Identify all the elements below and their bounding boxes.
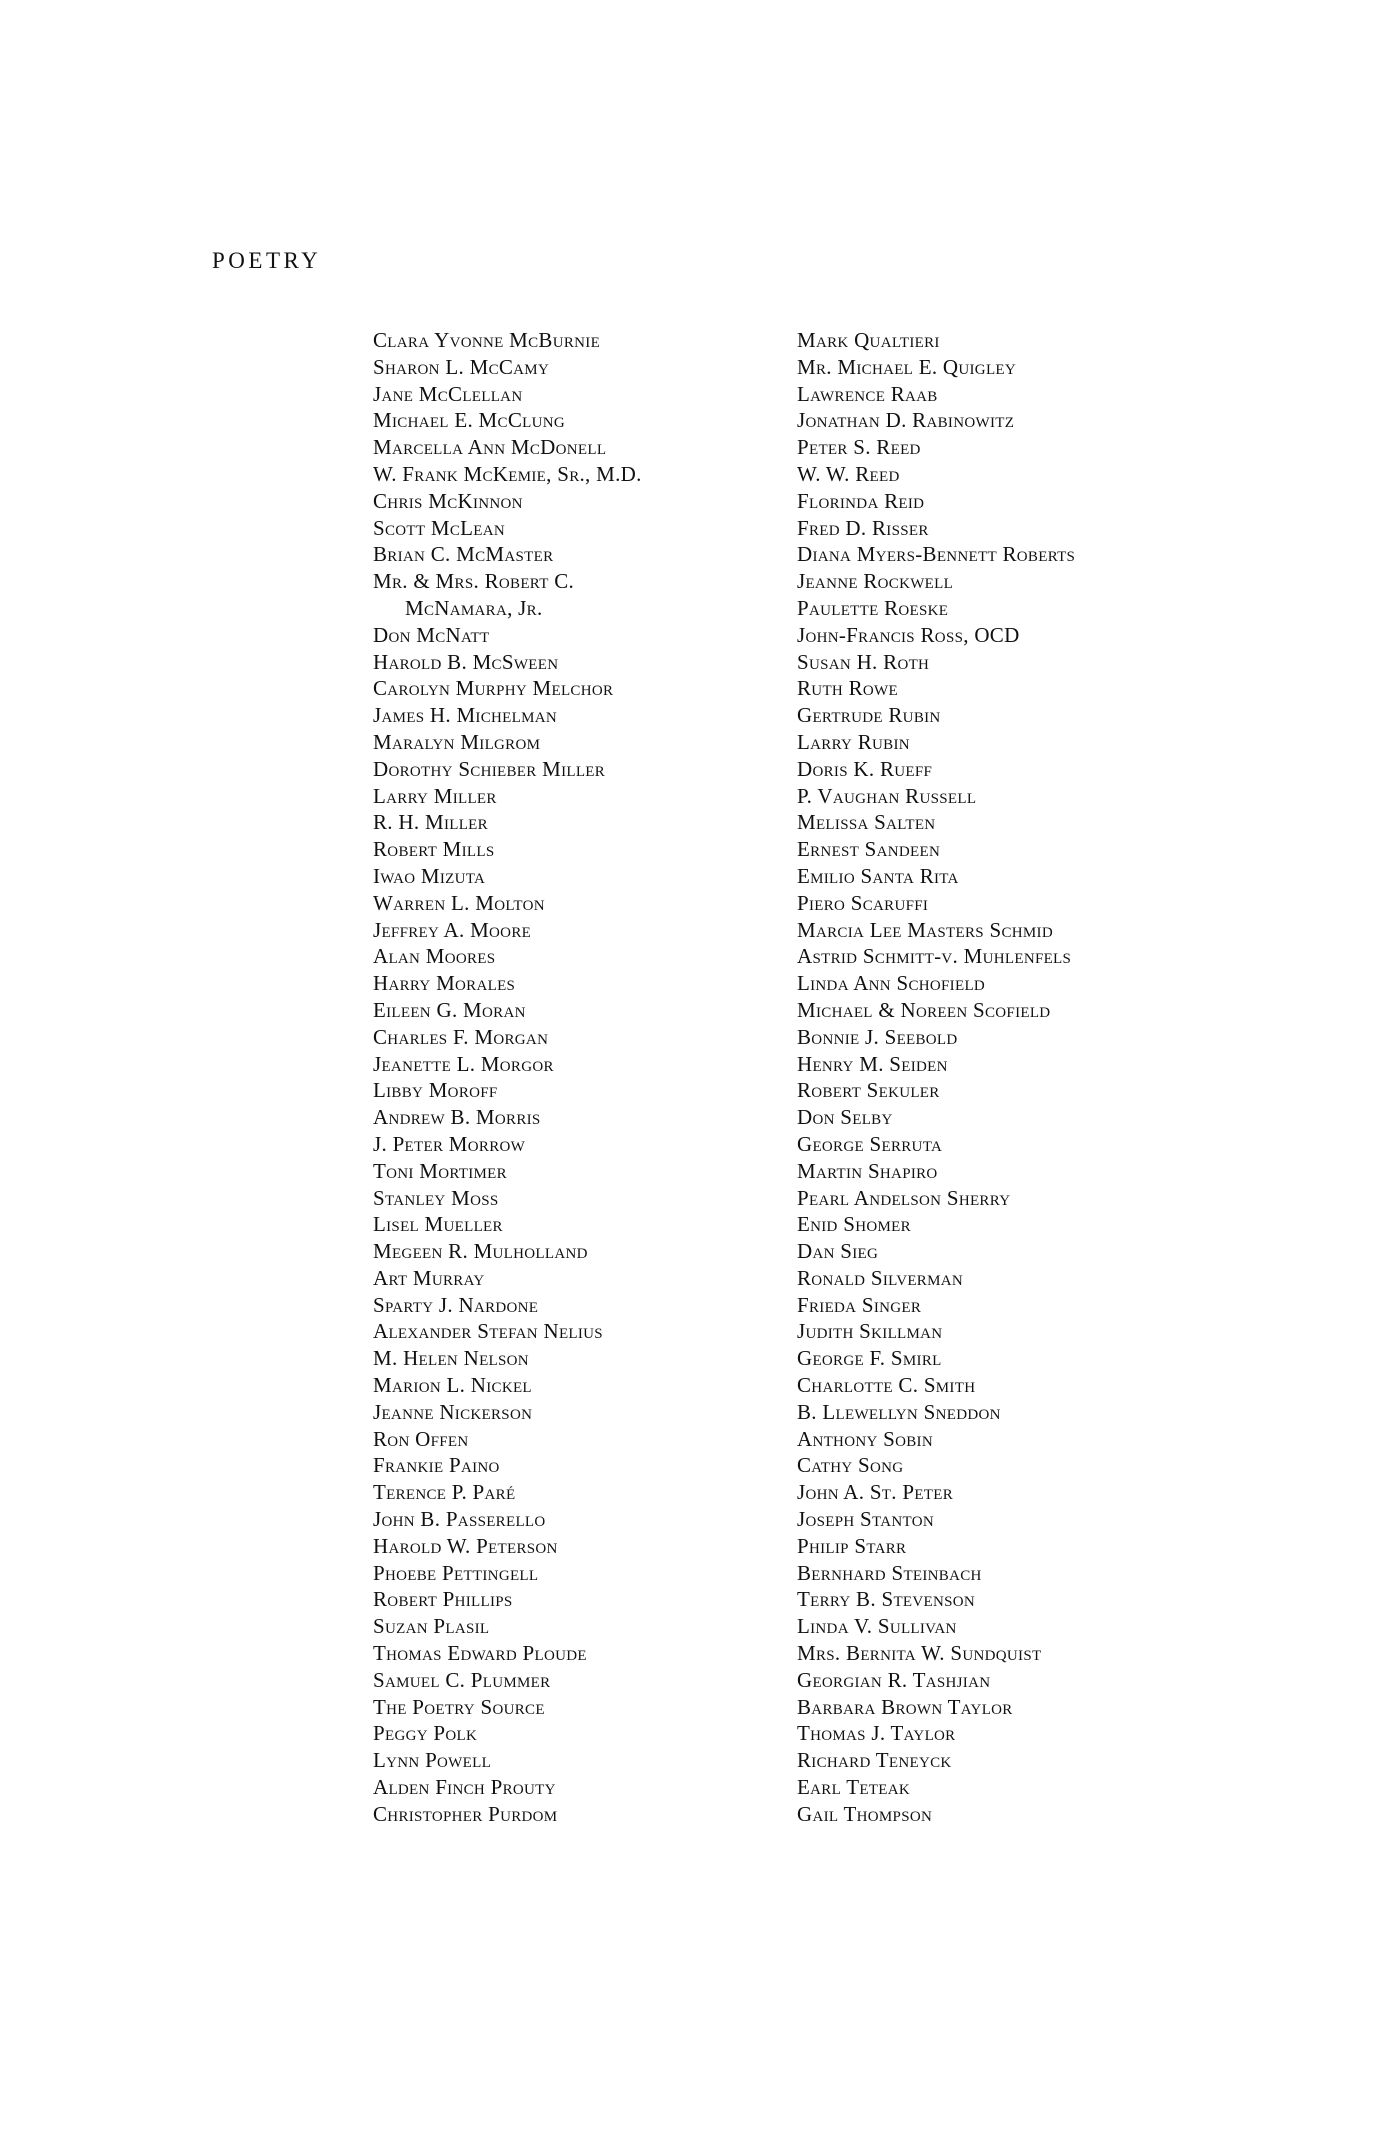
donor-name: Christopher Purdom	[373, 1801, 558, 1826]
donor-name: Florinda Reid	[797, 488, 925, 513]
donor-name: Anthony Sobin	[797, 1426, 933, 1451]
donor-name: Bernhard Steinbach	[797, 1560, 982, 1585]
donor-name: Gertrude Rubin	[797, 703, 941, 728]
donor-name: Chris McKinnon	[373, 488, 523, 513]
donor-name: Bonnie J. Seebold	[797, 1024, 958, 1049]
donor-name: Cathy Song	[797, 1453, 904, 1478]
donor-name: Frieda Singer	[797, 1292, 922, 1317]
donor-name: Paulette Roeske	[797, 595, 949, 620]
donor-name: Sparty J. Nardone	[373, 1292, 539, 1317]
donor-name: John-Francis Ross, OCD	[797, 622, 1020, 647]
donor-name: Ron Offen	[373, 1426, 469, 1451]
donor-name: Robert Phillips	[373, 1587, 513, 1612]
donor-name: John A. St. Peter	[797, 1480, 954, 1505]
donor-name: Jeanne Rockwell	[797, 569, 954, 594]
donor-name: B. Llewellyn Sneddon	[797, 1399, 1001, 1424]
donor-name: R. H. Miller	[373, 810, 488, 835]
donor-name: Mark Qualtieri	[797, 328, 940, 352]
donor-name: The Poetry Source	[373, 1694, 545, 1719]
donor-name: Jeanette L. Morgor	[373, 1051, 554, 1076]
donor-name: Toni Mortimer	[373, 1158, 507, 1183]
donor-name: W. Frank McKemie, Sr., M.D.	[373, 461, 642, 486]
donor-name: George Serruta	[797, 1131, 943, 1156]
donor-name: Robert Mills	[373, 837, 495, 862]
donor-name: Gail Thompson	[797, 1801, 933, 1826]
donor-name: Melissa Salten	[797, 810, 936, 835]
donor-name: Henry M. Seiden	[797, 1051, 948, 1076]
donor-name: Alexander Stefan Nelius	[373, 1319, 603, 1344]
donor-name: P. Vaughan Russell	[797, 783, 977, 808]
donor-name: Warren L. Molton	[373, 890, 545, 915]
donor-name: Andrew B. Morris	[373, 1105, 541, 1130]
donor-name: Iwao Mizuta	[373, 863, 486, 888]
donor-name: Phoebe Pettingell	[373, 1560, 539, 1585]
donor-name: Don McNatt	[373, 622, 490, 647]
donor-name: Ruth Rowe	[797, 676, 898, 701]
donor-name: Maralyn Milgrom	[373, 729, 541, 754]
donor-name: Samuel C. Plummer	[373, 1667, 551, 1692]
donor-name: Alden Finch Prouty	[373, 1775, 556, 1800]
donor-name: Stanley Moss	[373, 1185, 499, 1210]
donor-name: Charles F. Morgan	[373, 1024, 549, 1049]
donor-name: Terry B. Stevenson	[797, 1587, 976, 1612]
donor-name: Marcella Ann McDonell	[373, 435, 607, 460]
donor-name: Emilio Santa Rita	[797, 863, 959, 888]
donor-name: John B. Passerello	[373, 1507, 546, 1532]
donor-name: James H. Michelman	[373, 703, 557, 728]
donor-name: Terence P. Paré	[373, 1480, 516, 1505]
donor-name: Earl Teteak	[797, 1775, 910, 1800]
donor-name: Lisel Mueller	[373, 1212, 503, 1237]
donor-name: Libby Moroff	[373, 1078, 498, 1103]
donor-name: Sharon L. McCamy	[373, 354, 550, 379]
donor-name: Susan H. Roth	[797, 649, 930, 674]
donor-name: Peter S. Reed	[797, 435, 921, 460]
donor-column-left	[373, 327, 773, 1828]
donor-name: Mrs. Bernita W. Sundquist	[797, 1641, 1042, 1666]
donor-name: Alan Moores	[373, 944, 496, 969]
donor-name: Michael E. McClung	[373, 408, 565, 433]
donor-name: Thomas Edward Ploude	[373, 1641, 587, 1666]
donor-name: Clara Yvonne McBurnie	[373, 328, 601, 352]
donor-name: Philip Starr	[797, 1533, 907, 1558]
donor-name: Piero Scaruffi	[797, 890, 929, 915]
donor-name: Charlotte C. Smith	[797, 1373, 976, 1398]
donor-name: Pearl Andelson Sherry	[797, 1185, 1011, 1210]
donor-name: Judith Skillman	[797, 1319, 943, 1344]
running-head: POETRY	[212, 248, 322, 273]
donor-name: Barbara Brown Taylor	[797, 1694, 1013, 1719]
donor-name: Martin Shapiro	[797, 1158, 938, 1183]
donor-name: Suzan Plasil	[373, 1614, 490, 1639]
donor-name: Robert Sekuler	[797, 1078, 940, 1103]
donor-name: Jane McClellan	[373, 381, 523, 406]
donor-name: Dan Sieg	[797, 1239, 879, 1264]
donor-name: Dorothy Schieber Miller	[373, 756, 606, 781]
donor-name: George F. Smirl	[797, 1346, 942, 1371]
donor-name: Joseph Stanton	[797, 1507, 934, 1532]
donor-name: Brian C. McMaster	[373, 542, 554, 567]
donor-name: Lynn Powell	[373, 1748, 492, 1773]
donor-name: Lawrence Raab	[797, 381, 938, 406]
donor-name: Jeffrey A. Moore	[373, 917, 532, 942]
donor-name: Peggy Polk	[373, 1721, 478, 1746]
donor-name: Astrid Schmitt-v. Muhlenfels	[797, 944, 1072, 969]
donor-name: Don Selby	[797, 1105, 893, 1130]
donor-name: Georgian R. Tashjian	[797, 1667, 991, 1692]
donor-name: Megeen R. Mulholland	[373, 1239, 588, 1264]
donor-name: M. Helen Nelson	[373, 1346, 529, 1371]
donor-name: Fred D. Risser	[797, 515, 929, 540]
donor-name: Carolyn Murphy Melchor	[373, 676, 614, 701]
donor-name: Mr. & Mrs. Robert C.	[373, 569, 575, 594]
donor-name: Mr. Michael E. Quigley	[797, 354, 1017, 379]
donor-name: Larry Rubin	[797, 729, 910, 754]
donor-name: Harry Morales	[373, 971, 516, 996]
donor-name: Ernest Sandeen	[797, 837, 941, 862]
donor-name: Richard Teneyck	[797, 1748, 952, 1773]
donor-name: Ronald Silverman	[797, 1265, 964, 1290]
donor-name: Harold B. McSween	[373, 649, 559, 674]
donor-name: Marion L. Nickel	[373, 1373, 532, 1398]
donor-name: Marcia Lee Masters Schmid	[797, 917, 1053, 942]
donor-name: Art Murray	[373, 1265, 485, 1290]
donor-name: Larry Miller	[373, 783, 497, 808]
donor-name: Doris K. Rueff	[797, 756, 933, 781]
donor-name: Eileen G. Moran	[373, 997, 526, 1022]
donor-name: Diana Myers-Bennett Roberts	[797, 542, 1076, 567]
donor-name: W. W. Reed	[797, 461, 900, 486]
donor-name: Frankie Paino	[373, 1453, 500, 1478]
donor-name: Linda V. Sullivan	[797, 1614, 957, 1639]
donor-name: Jeanne Nickerson	[373, 1399, 533, 1424]
donor-name: Scott McLean	[373, 515, 506, 540]
donor-name: Linda Ann Schofield	[797, 971, 986, 996]
donor-column-right	[797, 327, 1217, 1828]
donor-name: Enid Shomer	[797, 1212, 911, 1237]
donor-name: McNamara, Jr.	[405, 595, 543, 620]
donor-name: Michael & Noreen Scofield	[797, 997, 1051, 1022]
donor-name: Thomas J. Taylor	[797, 1721, 956, 1746]
donor-name: J. Peter Morrow	[373, 1131, 526, 1156]
donor-name: Harold W. Peterson	[373, 1533, 558, 1558]
donor-name: Jonathan D. Rabinowitz	[797, 408, 1015, 433]
